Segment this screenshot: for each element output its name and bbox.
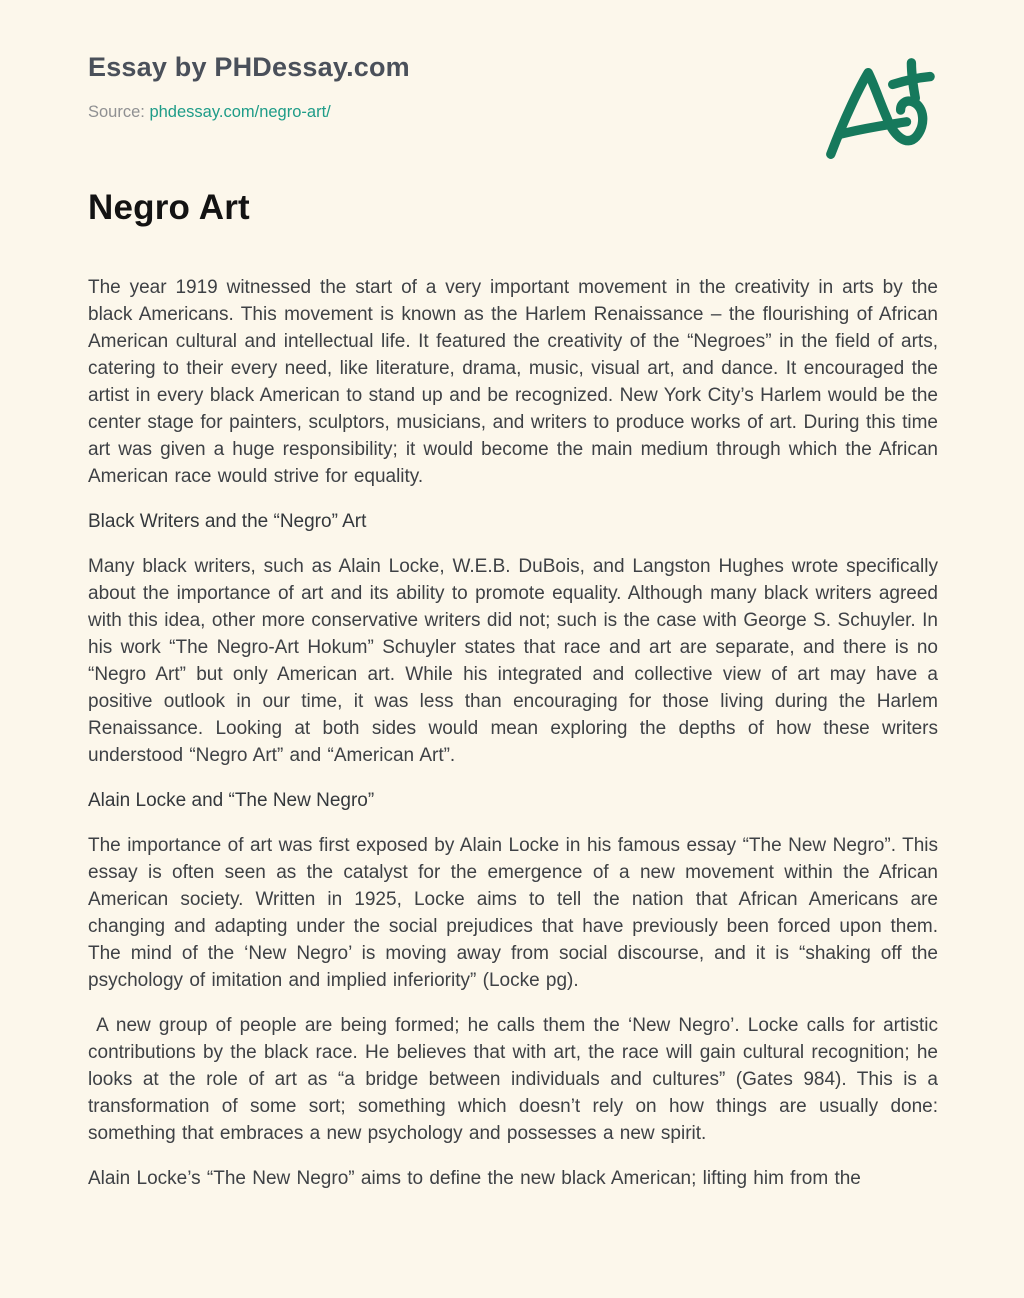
page-header-title: Essay by PHDessay.com [88, 52, 410, 82]
essay-body [88, 274, 938, 1192]
source-label: Source: [88, 103, 150, 121]
essay-heading: Alain Locke and “The New Negro” [88, 790, 375, 811]
source-line [88, 103, 938, 122]
essay-paragraph: Alain Locke’s “The New Negro” aims to define the new black American; lifting him from the [88, 1168, 861, 1189]
essay-paragraph: Many black writers, such as Alain Locke, W.E.B. DuBois, and Langston Hughes wrote specifically about the importance of art and its ability to promote equality. Although many black writers agreed with this idea, other more conservative writers did not; such is the case with George S. Schuyler. In his work “The Negro-Art Hokum” Schuyler states that race and art are separate, and there is no “Negro Art” but only American art. While his integrated and collective view of art may have a positive outlook in our time, it was less than encouraging for those living during the Harlem Renaissance. Looking at both sides would mean exploring the depths of how these writers understood “Negro Art” and “American Art”. [88, 556, 938, 766]
source-link[interactable]: phdessay.com/negro-art/ [149, 103, 331, 121]
essay-paragraph: The importance of art was first exposed by Alain Locke in his famous essay “The New Negro”. This essay is often seen as the catalyst for the emergence of a new movement within the African American society. Written in 1925, Locke aims to tell the nation that African Americans are changing and adapting under the social prejudices that have previously been forced upon them. The mind of the ‘New Negro’ is moving away from social discourse, and it is “shaking off the psychology of imitation and implied inferiority” (Locke pg). [88, 835, 938, 991]
essay-paragraph: A new group of people are being formed; he calls them the ‘New Negro’. Locke calls for artistic contributions by the black race. He believes that with art, the race will gain cultural recognition; he looks at the role of art as “a bridge between individuals and cultures” (Gates 984). This is a transformation of some sort; something which doesn’t rely on how things are usually done: something that embraces a new psychology and possesses a new spirit. [88, 1015, 938, 1144]
phdessay-a-plus-logo-icon [818, 52, 936, 170]
essay-paragraph: The year 1919 witnessed the start of a very important movement in the creativity in arts by the black Americans. This movement is known as the Harlem Renaissance – the flourishing of African American cultural and intellectual life. It featured the creativity of the “Negroes” in the field of arts, catering to their every need, like literature, drama, music, visual art, and dance. It encouraged the artist in every black American to stand up and be recognized. New York City’s Harlem would be the center stage for painters, sculptors, musicians, and writers to produce works of art. During this time art was given a huge responsibility; it would become the main medium through which the African American race would strive for equality. [88, 277, 938, 487]
essay-heading: Black Writers and the “Negro” Art [88, 511, 367, 532]
essay-title: Negro Art [88, 188, 250, 227]
